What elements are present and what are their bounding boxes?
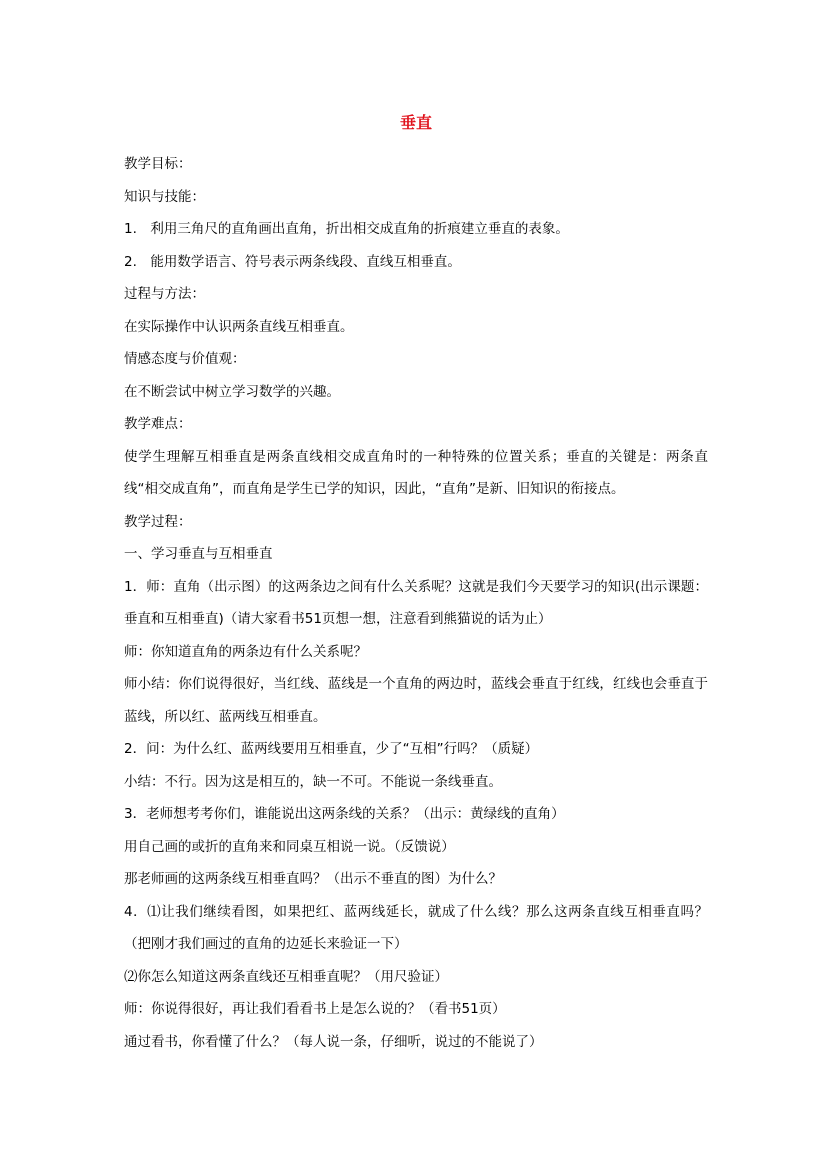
paragraph-teacher-summary: 师小结：你们说得很好，当红线、蓝线是一个直角的两边时，蓝线会垂直于红线，红线也会垂直于蓝线，所以红、蓝两线互相垂直。 xyxy=(124,676,708,725)
paragraph-step-2-summary: 小结：不行。因为这是相互的，缺一不可。不能说一条线垂直。 xyxy=(124,773,502,790)
paragraph-section-1-heading: 一、学习垂直与互相垂直 xyxy=(124,546,273,562)
document-body xyxy=(124,148,708,1058)
paragraph-step-4-part-1: 4．⑴让我们继续看图，如果把红、蓝两线延长，就成了什么线？那么这两条直线互相垂直吗？（把刚才我们画过的直角的边延长来验证一下） xyxy=(124,903,708,952)
paragraph-knowledge-2: 2. 能用数学语言、符号表示两条线段、直线互相垂直。 xyxy=(124,253,461,270)
paragraph-objectives-heading: 教学目标： xyxy=(124,156,192,172)
paragraph-teacher-question: 师：你知道直角的两条边有什么关系呢？ xyxy=(124,643,367,660)
paragraph-attitude-heading: 情感态度与价值观： xyxy=(124,351,246,367)
paragraph-teacher-book: 师：你说得很好，再让我们看看书上是怎么说的？（看书51页） xyxy=(124,1001,506,1017)
paragraph-step-3: 3．老师想考考你们，谁能说出这两条线的关系？（出示：黄绿线的直角） xyxy=(124,806,565,822)
paragraph-knowledge-1: 1. 利用三角尺的直角画出直角，折出相交成直角的折痕建立垂直的表象。 xyxy=(124,221,569,237)
paragraph-process-text: 在实际操作中认识两条直线互相垂直。 xyxy=(124,318,354,335)
paragraph-attitude-text: 在不断尝试中树立学习数学的兴趣。 xyxy=(124,383,340,400)
paragraph-teaching-process-heading: 教学过程： xyxy=(124,513,192,530)
paragraph-step-3-question: 那老师画的这两条线互相垂直吗？（出示不垂直的图）为什么？ xyxy=(124,871,502,887)
paragraph-step-2: 2．问：为什么红、蓝两线要用互相垂直，少了“互相”行吗？（质疑） xyxy=(124,741,539,757)
paragraph-step-1: 1．师：直角（出示图）的这两条边之间有什么关系呢？这就是我们今天要学习的知识(出示课题：垂直和互相垂直)（请大家看书51页想一想，注意看到熊猫说的话为止） xyxy=(124,578,708,627)
paragraph-difficulty-text: 使学生理解互相垂直是两条直线相交成直角时的一种特殊的位置关系；垂直的关键是：两条直线“相交成直角”，而直角是学生已学的知识，因此，“直角”是新、旧知识的衔接点。 xyxy=(124,448,708,497)
paragraph-process-heading: 过程与方法： xyxy=(124,286,205,302)
document-title: 垂直 xyxy=(399,113,432,132)
paragraph-reading-question: 通过看书，你看懂了什么？（每人说一条，仔细听，说过的不能说了） xyxy=(124,1033,543,1050)
paragraph-knowledge-heading: 知识与技能： xyxy=(124,188,205,205)
paragraph-difficulty-heading: 教学难点： xyxy=(124,416,192,432)
paragraph-step-3-activity: 用自己画的或折的直角来和同桌互相说一说。（反馈说） xyxy=(124,838,455,855)
paragraph-step-4-part-2: ⑵你怎么知道这两条直线还互相垂直呢？（用尺验证） xyxy=(124,968,448,985)
